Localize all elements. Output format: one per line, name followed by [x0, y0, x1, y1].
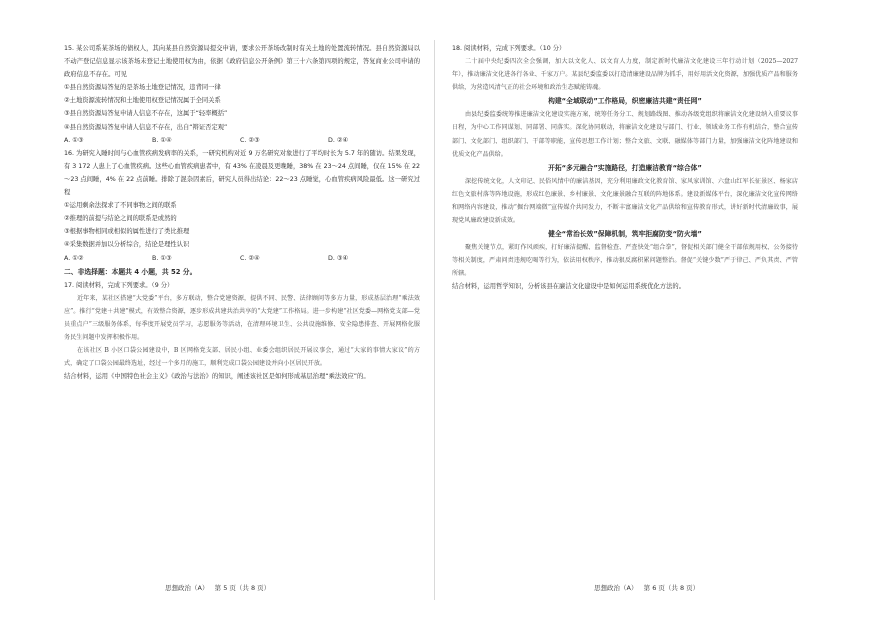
q15-choice-b: B. ①④ [152, 136, 172, 144]
q15-option-1: ①县自然资源局答复的是茶场土地登记情况，违背同一律 [64, 84, 221, 92]
q16-choice-c: C. ②④ [240, 254, 260, 262]
q18-paragraph-3: 聚焦关键节点，紧盯作风顽疾，打好廉洁提醒、监督检查、严查快处“组合拳”，督促相关部门健全干部依规用权、公务接待等相关制度，严肃问责违规吃喝等行为，依法用权秩序，推动狠反腐积累问题整治。督促“关键少数”严于律己、严负其责、严管所辖。 [452, 244, 798, 278]
section-2-heading: 二、非选择题：本题共 4 小题，共 52 分。 [64, 267, 197, 276]
q15-option-3: ③县自然资源局答复申请人信息不存在，这属于“轻率概括” [64, 110, 228, 118]
page-6-footer: 思想政治（A） 第 6 页（共 8 页） [594, 584, 700, 592]
page-6-content [452, 42, 798, 294]
q16-stem: 16. 为研究入睡时间与心血管疾病发病率的关系，一研究机构对近 9 万名研究对象进行了平均时长为 5.7 年的随访。结果发现，有 3 172 人患上了心血管疾病。这些心血管疾病患者中，有 43% 在凌晨及更晚睡，38% 在 23～24 点间睡，仅在 15% 在 22～23 点间睡，4% 在 22 点前睡。排除了混杂因素后，研究人员得出结论：22～23 点睡觉，心血管疾病风险最低。这一研究过程 [64, 149, 420, 197]
q16-option-4: ④采集数据并加以分析综合，结论是理性认识 [64, 241, 190, 249]
q15-option-4: ④县自然资源局答复申请人信息不存在，出自“辩证否定观” [64, 123, 228, 131]
q16-option-1: ①运用剩余法探求了不同事物之间的联系 [64, 202, 177, 210]
q18-requirement: 结合材料，运用哲学知识，分析该县在廉洁文化建设中是如何运用系统优化方法的。 [452, 283, 685, 291]
q17-requirement: 结合材料，运用《中国特色社会主义》《政治与法治》的知识，阐述该社区是如何形成基层治理“乘法效应”的。 [64, 373, 370, 381]
q15-stem: 15. 某公司系某茶场的债权人，其向某县自然资源局提交申请，要求公开茶场改制时有关土地的处置流转情况。县自然资源局以不动产登记信息显示该茶场未登记土地使用权为由，依据《政府信息公开条例》第三十六条第四项的规定，答复商业公司申请的政府信息不存在。可见 [64, 45, 420, 79]
question-15 [64, 42, 420, 147]
q15-choice-d: D. ②④ [328, 136, 349, 144]
q16-option-3: ③根据事物相同或相似的属性进行了类比推理 [64, 228, 190, 236]
q18-intro: 二十届中央纪委四次全会强调，加大以文化人、以文育人力度，制定新时代廉洁文化建设三年行动计划（2025—2027 年），推动廉洁文化进各行各业、千家万户。某县纪委监委以打造清廉建设品牌为抓手，用好用活文化资源，加强优质产品和服务供给，为营造风清气正的社会环境和政治生态赋能铸魂。 [452, 58, 798, 92]
page-5-content [64, 42, 420, 383]
q15-choices [64, 134, 420, 147]
question-17 [64, 279, 420, 384]
q18-paragraph-2: 深挖传统文化，人文印记、民俗风情中的廉洁基因，充分利用廉政文化教育馆、家风家训馆、六盘山红军长征景区、杨家店红色文旅村落等阵地设施，形成红色廉景、乡村廉景、文化廉景融合互联的阵地体系。建设新媒体平台，深化廉洁文化宣传网络和网络内容建设，推动“掘台网端微”宣传媒介共同发力，不断丰富廉洁文化产品供给和宣传教育形式，讲好新时代清廉故事，展现党风廉政建设新成效。 [452, 177, 798, 225]
page-5-footer: 思想政治（A） 第 5 页（共 8 页） [165, 584, 271, 592]
q18-paragraph-1: 由县纪委监委统筹推进廉洁文化建设实施方案，统筹任务分工、规划路线图、推动各级党组织将廉洁文化建设纳入重要议事日程，为中心工作同谋划、同部署、同落实。深化协同联动，将廉洁文化建设与部门、行业、领域业务工作有机结合，整合宣传部门、文化部门、组织部门、干部等职能，宣传思想工作计划；整合文旅、文联、融媒体等部门力量，加强廉洁文化阵地建设和优质文化产品供给。 [452, 111, 798, 158]
q18-heading-3: 健全“常治长效”保障机制，筑牢拒腐防变“防火墙” [548, 230, 702, 239]
q15-option-2: ②土地资源流转情况和土地使用权登记情况属于全同关系 [64, 97, 221, 105]
question-16 [64, 147, 420, 265]
q17-material-paragraph-1: 近年来，某社区搭建“大党委”平台，多方联动，整合党建资源，提供不同、民警、法律顾问等多方力量，形成基层治理“乘法效应”。推行“党建＋共建”模式，有效整合资源，逐步形成共建共治共享的“大党建”工作格局。进一步构建“社区党委—网格党支部—党员重点户”三级服务体系，每季度开展党员学习，志愿服务等活动，在清理环境卫生、公共设施维修、安全隐患排查、开展网格化服务民生问题中发挥积极作用。 [64, 294, 420, 341]
q17-title: 17. 阅读材料，完成下列要求。（9 分） [64, 281, 174, 289]
q17-material-paragraph-2: 在该社区 B 小区口袋公园建设中，B 区网格党支部、居民小组、业委会组织居民开展议事会，通过“大家的事情大家议”的方式，确定了口袋公园最终选址，经过一个多月的施工，顺利完成口袋公园建设并向小区居民开放。 [64, 347, 420, 368]
q16-option-2: ②推理的前提与结论之间的联系是或然的 [64, 215, 177, 223]
q16-choices [64, 252, 420, 265]
q15-choice-a: A. ①③ [64, 136, 84, 144]
q16-choice-a: A. ①② [64, 254, 84, 262]
q15-choice-c: C. ②③ [240, 136, 260, 144]
q16-choice-d: D. ③④ [328, 254, 349, 262]
q18-title: 18. 阅读材料，完成下列要求。（10 分） [452, 45, 566, 52]
q18-heading-1: 构建“全域联动”工作格局，织密廉洁共建“责任网” [548, 97, 702, 106]
q16-choice-b: B. ①③ [152, 254, 172, 262]
q18-heading-2: 开拓“多元融合”实施路径，打造廉洁教育“综合体” [548, 163, 702, 172]
